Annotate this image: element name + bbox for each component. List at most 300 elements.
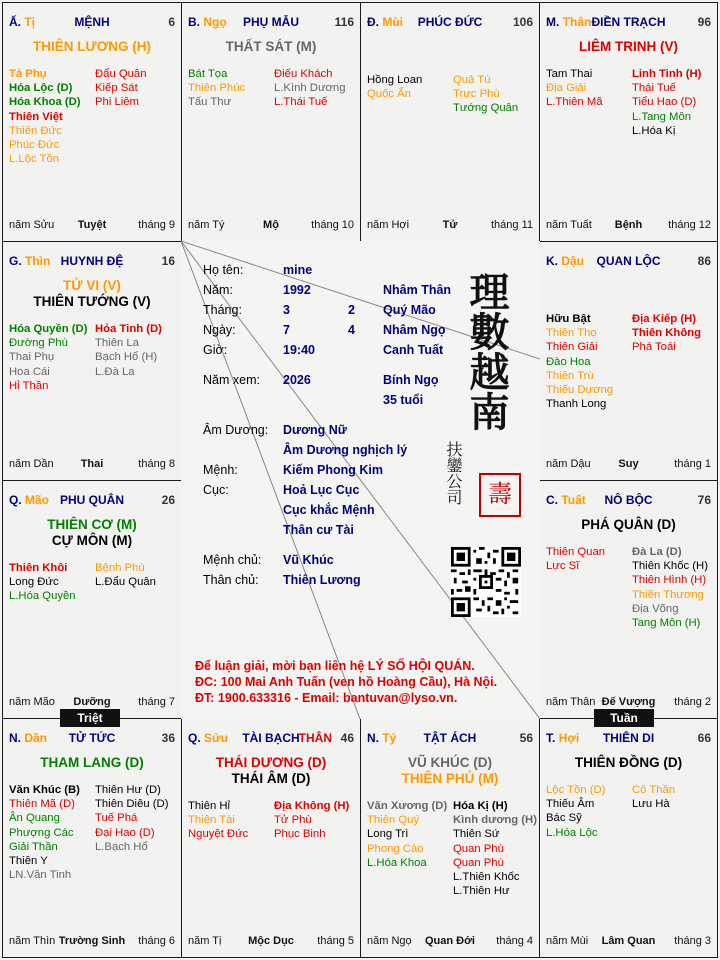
star-item: L.Thiên Mã bbox=[546, 96, 603, 109]
chi-label: Thìn bbox=[25, 254, 51, 268]
left-star-column bbox=[367, 73, 422, 101]
trang-sinh-stage: Suy bbox=[618, 458, 639, 470]
star-item: L.Tang Môn bbox=[632, 110, 692, 123]
chi-label: Tuất bbox=[561, 493, 586, 507]
palace-age: 26 bbox=[161, 493, 175, 507]
footer-year: năm Dần bbox=[9, 458, 54, 470]
star-item: L.Kình Dương bbox=[274, 82, 346, 95]
year-label: Năm: bbox=[203, 283, 233, 297]
star-item: Phá Toái bbox=[632, 341, 676, 354]
star-item: Trực Phù bbox=[453, 88, 500, 101]
main-star: PHÁ QUÂN (D) bbox=[581, 517, 676, 532]
right-star-column bbox=[95, 783, 168, 854]
can-chi bbox=[546, 731, 579, 745]
hour-label: Giờ: bbox=[203, 343, 228, 357]
can-chi bbox=[188, 731, 228, 745]
footer-year: năm Mùi bbox=[546, 935, 589, 947]
trang-sinh-stage: Lâm Quan bbox=[601, 935, 656, 947]
palace-footer bbox=[546, 935, 711, 949]
right-star-column bbox=[632, 312, 701, 355]
left-star-column bbox=[9, 67, 81, 166]
palace-header bbox=[9, 15, 175, 31]
star-item: Tang Môn (H) bbox=[632, 617, 701, 630]
star-item: Thiên Y bbox=[9, 855, 48, 868]
palace-than bbox=[539, 2, 718, 242]
star-item: Thiên Mã (D) bbox=[9, 798, 75, 811]
star-item: Thiên Diêu (D) bbox=[95, 798, 169, 811]
footer-year: năm Mão bbox=[9, 696, 55, 708]
can-label: C. bbox=[546, 493, 558, 507]
palace-header bbox=[9, 731, 175, 747]
footer-year: năm Tuất bbox=[546, 219, 592, 231]
footer-month: tháng 9 bbox=[138, 219, 175, 231]
palace-name: PHỤ MẪU bbox=[243, 15, 299, 29]
palace-header bbox=[367, 731, 533, 747]
trang-sinh-stage: Tử bbox=[442, 219, 458, 231]
main-star: THIÊN PHỦ (M) bbox=[401, 771, 499, 786]
amduong-value: Dương Nữ bbox=[283, 423, 347, 437]
left-star-column bbox=[546, 312, 613, 411]
star-item: Điếu Khách bbox=[274, 68, 333, 80]
cuc-note: Cục khắc Mệnh bbox=[283, 503, 375, 517]
main-star: THIÊN ĐỒNG (D) bbox=[574, 755, 683, 770]
left-star-column bbox=[188, 799, 248, 842]
stamp-text: 扶鑾公司 bbox=[444, 441, 463, 505]
chi-label: Tị bbox=[24, 15, 36, 29]
left-star-column bbox=[9, 322, 87, 393]
main-star: THIÊN TƯỚNG (V) bbox=[33, 294, 151, 309]
star-item: Thiếu Âm bbox=[546, 798, 595, 811]
palace-thin bbox=[2, 241, 182, 481]
star-item: Thiên Khôi bbox=[9, 562, 68, 574]
palace-footer bbox=[546, 696, 711, 710]
main-star: TỬ VI (V) bbox=[63, 278, 121, 293]
star-item: Địa Võng bbox=[632, 602, 679, 615]
main-star: VŨ KHÚC (D) bbox=[408, 755, 492, 770]
star-item: Địa Giải bbox=[546, 82, 587, 95]
star-item: L.Hóa Khoa bbox=[367, 856, 427, 869]
right-star-column bbox=[632, 67, 701, 138]
palace-header bbox=[9, 254, 175, 270]
star-item: Thanh Long bbox=[546, 398, 607, 411]
star-item: Cô Thần bbox=[632, 784, 676, 796]
left-star-column bbox=[546, 67, 603, 110]
chi-label: Dậu bbox=[561, 254, 585, 268]
star-item: Văn Xương (D) bbox=[367, 800, 448, 812]
palace-hoi bbox=[539, 718, 718, 958]
name-label: Họ tên: bbox=[203, 263, 244, 277]
footer-month: tháng 5 bbox=[317, 935, 354, 947]
star-item: Lực Sĩ bbox=[546, 560, 580, 573]
footer-year: năm Tý bbox=[188, 219, 225, 231]
star-item: Nguyệt Đức bbox=[188, 828, 249, 841]
star-item: Đường Phù bbox=[9, 337, 68, 350]
star-item: Phi Liêm bbox=[95, 96, 139, 109]
red-seal: 壽 bbox=[479, 473, 521, 517]
can-chi bbox=[188, 15, 227, 29]
star-item: Thiên La bbox=[95, 337, 139, 350]
star-item: Hoa Cái bbox=[9, 365, 50, 378]
footer-month: tháng 11 bbox=[490, 219, 533, 231]
palace-header bbox=[9, 493, 175, 509]
palace-name: QUAN LỘC bbox=[596, 254, 661, 268]
main-star: THAM LANG (D) bbox=[40, 755, 144, 770]
footer-year: năm Ngọ bbox=[367, 935, 412, 947]
can-chi bbox=[9, 254, 50, 268]
can-label: K. bbox=[546, 254, 558, 268]
star-item: Thái Tuế bbox=[632, 82, 676, 95]
star-item: Linh Tinh (H) bbox=[632, 68, 702, 80]
star-item: Thiên Quý bbox=[367, 814, 420, 827]
palace-name: TỬ TỨC bbox=[68, 731, 116, 745]
star-item: Hóa Lộc (D) bbox=[9, 82, 73, 95]
palace-header bbox=[188, 15, 354, 31]
palace-footer bbox=[9, 458, 175, 472]
trang-sinh-stage: Thai bbox=[80, 458, 104, 470]
can-chi bbox=[546, 15, 591, 29]
star-item: Kiếp Sát bbox=[95, 82, 138, 95]
star-item: Thiên Quan bbox=[546, 546, 606, 558]
star-item: Thiên Không bbox=[632, 327, 702, 340]
main-star: THÁI DƯƠNG (D) bbox=[215, 755, 327, 770]
right-star-column bbox=[453, 799, 537, 898]
trang-sinh-stage: Tuyệt bbox=[77, 219, 107, 231]
month-value: 3 bbox=[283, 303, 290, 317]
view-year-label: Năm xem: bbox=[203, 373, 260, 387]
right-star-column bbox=[453, 73, 518, 116]
contact-line-1: Để luận giải, mời bạn liên hệ LÝ SỐ HỘI QUÁN. bbox=[195, 659, 475, 673]
footer-month: tháng 12 bbox=[668, 219, 711, 231]
star-item: Thiên Hình (H) bbox=[632, 574, 707, 587]
cuc-note-2: Thân cư Tài bbox=[283, 523, 354, 537]
footer-year: năm Tị bbox=[188, 935, 222, 947]
contact-address: ĐC: 100 Mai Anh Tuấn (ven hồ Hoàng Cầu), Hà Nội. bbox=[195, 675, 498, 689]
right-star-column bbox=[95, 322, 162, 379]
star-item: Thiên Thọ bbox=[546, 327, 597, 340]
star-item: L.Thiên Khốc bbox=[453, 871, 520, 884]
palace-name: NÔ BỘC bbox=[604, 493, 653, 507]
star-item: Bạch Hổ (H) bbox=[95, 351, 158, 364]
main-star: THÁI ÂM (D) bbox=[231, 771, 311, 786]
palace-name: MỆNH bbox=[74, 15, 110, 29]
age-value: 35 tuổi bbox=[383, 393, 424, 407]
star-item: Phượng Các bbox=[9, 826, 74, 839]
star-item: Hồng Loan bbox=[367, 74, 423, 86]
star-item: Quả Tú bbox=[453, 74, 491, 86]
thanchu-label: Thân chủ: bbox=[203, 573, 259, 587]
left-star-column bbox=[546, 545, 605, 573]
star-item: L.Hóa Quyền bbox=[9, 590, 76, 603]
calligraphy-text: 理數越南 bbox=[463, 271, 510, 431]
can-chi bbox=[9, 15, 35, 29]
palace-name: PHU QUÂN bbox=[59, 493, 124, 507]
can-label: T. bbox=[546, 731, 556, 745]
right-star-column bbox=[274, 67, 346, 110]
palace-footer bbox=[367, 935, 533, 949]
star-item: Tử Phù bbox=[274, 814, 312, 827]
year-canchi: Nhâm Thân bbox=[383, 283, 452, 297]
palace-age: 46 bbox=[340, 731, 354, 745]
star-item: Hữu Bật bbox=[546, 313, 591, 325]
main-star: LIÊM TRINH (V) bbox=[579, 39, 678, 54]
footer-year: năm Hợi bbox=[367, 219, 410, 231]
trang-sinh-stage: Quan Đới bbox=[425, 935, 475, 947]
palace-header bbox=[367, 15, 533, 31]
palace-name: TẬT ÁCH bbox=[423, 731, 477, 745]
palace-mao bbox=[2, 480, 182, 719]
palace-age: 56 bbox=[519, 731, 533, 745]
can-label: Q. bbox=[9, 493, 22, 507]
star-item: Thiên Trù bbox=[546, 369, 594, 382]
trang-sinh-stage: Mộc Dục bbox=[248, 935, 294, 947]
star-item: Hóa Kị (H) bbox=[453, 800, 508, 812]
left-star-column bbox=[546, 783, 605, 840]
star-item: Hóa Quyền (D) bbox=[9, 323, 88, 335]
chi-label: Mùi bbox=[382, 15, 404, 29]
tuan-tag: Tuần bbox=[594, 709, 654, 727]
star-item: Hỏa Tinh (D) bbox=[95, 323, 162, 335]
palace-age: 96 bbox=[697, 15, 711, 29]
main-star: THẤT SÁT (M) bbox=[225, 39, 317, 54]
palace-header bbox=[188, 731, 354, 747]
palace-footer bbox=[188, 219, 354, 233]
can-label: Q. bbox=[188, 731, 201, 745]
palace-name: ĐIỀN TRẠCH bbox=[591, 15, 666, 29]
star-item: Thai Phụ bbox=[9, 351, 55, 364]
palace-age: 116 bbox=[334, 15, 354, 29]
star-item: LN.Văn Tinh bbox=[9, 869, 72, 882]
palace-footer bbox=[367, 219, 533, 233]
star-item: Quốc Ấn bbox=[367, 88, 411, 101]
palace-name: TÀI BẠCH bbox=[242, 731, 300, 745]
can-chi bbox=[9, 731, 47, 745]
star-item: Thiên Khốc (H) bbox=[632, 560, 708, 573]
can-chi bbox=[546, 493, 586, 507]
can-label: N. bbox=[9, 731, 21, 745]
can-label: Ấ. bbox=[9, 15, 21, 29]
chi-label: Mão bbox=[25, 493, 50, 507]
footer-month: tháng 1 bbox=[674, 458, 711, 470]
menhchu-label: Mệnh chủ: bbox=[203, 553, 262, 567]
main-star: THIÊN LƯƠNG (H) bbox=[33, 39, 151, 54]
palace-name: PHÚC ĐỨC bbox=[417, 15, 483, 29]
center-info-panel bbox=[181, 241, 540, 719]
palace-name: THIÊN DI bbox=[602, 731, 655, 745]
can-label: B. bbox=[188, 15, 200, 29]
star-item: L.Bạch Hổ bbox=[95, 840, 148, 853]
star-item: Thiên Đức bbox=[9, 124, 62, 137]
star-item: Long Đức bbox=[9, 576, 59, 589]
star-item: Bát Tọa bbox=[188, 68, 228, 80]
right-star-column bbox=[274, 799, 349, 842]
star-item: L.Đẩu Quân bbox=[95, 576, 156, 589]
can-label: M. bbox=[546, 15, 560, 29]
palace-age: 6 bbox=[168, 15, 175, 29]
star-item: Lưu Hà bbox=[632, 798, 670, 811]
star-item: Thiên Việt bbox=[9, 110, 63, 123]
star-item: L.Thái Tuế bbox=[274, 96, 328, 109]
footer-year: năm Thân bbox=[546, 696, 596, 708]
footer-month: tháng 2 bbox=[674, 696, 711, 708]
star-item: L.Lộc Tồn bbox=[9, 153, 60, 166]
star-item: Tam Thai bbox=[546, 68, 593, 80]
trang-sinh-stage: Trường Sinh bbox=[58, 935, 126, 947]
star-item: L.Thiên Hư bbox=[453, 885, 510, 898]
palace-age: 86 bbox=[697, 254, 711, 268]
star-item: Tiểu Hao (D) bbox=[632, 96, 697, 109]
cuc-value: Hoả Lục Cục bbox=[283, 483, 360, 497]
palace-suu bbox=[181, 718, 361, 958]
than-marker: THÂN bbox=[298, 731, 332, 745]
view-year-value: 2026 bbox=[283, 373, 311, 387]
footer-year: năm Thìn bbox=[9, 935, 56, 947]
name-value: mine bbox=[283, 263, 313, 277]
star-item: Văn Khúc (B) bbox=[9, 784, 80, 796]
menh-value: Kiếm Phong Kim bbox=[283, 463, 384, 477]
palace-mui bbox=[360, 2, 540, 242]
star-item: Đẩu Quân bbox=[95, 68, 147, 80]
star-item: Thiên Hư (D) bbox=[95, 784, 161, 796]
amduong-label: Âm Dương: bbox=[203, 423, 269, 437]
day-value: 7 bbox=[283, 323, 290, 337]
can-chi bbox=[546, 254, 584, 268]
palace-age: 36 bbox=[161, 731, 175, 745]
star-item: Kình dương (H) bbox=[453, 814, 537, 827]
footer-month: tháng 10 bbox=[311, 219, 354, 231]
left-star-column bbox=[367, 799, 447, 870]
star-item: Quan Phù bbox=[453, 842, 504, 855]
chi-label: Sửu bbox=[204, 731, 229, 745]
palace-age: 106 bbox=[512, 15, 533, 29]
star-item: L.Hóa Kị bbox=[632, 124, 676, 137]
footer-year: năm Dậu bbox=[546, 458, 591, 470]
chi-label: Thân bbox=[562, 15, 592, 29]
palace-footer bbox=[9, 935, 175, 949]
star-item: L.Đà La bbox=[95, 365, 135, 378]
month-lunar: 2 bbox=[348, 303, 355, 317]
triet-tag: Triệt bbox=[60, 709, 120, 727]
palace-age: 76 bbox=[697, 493, 711, 507]
star-item: Phúc Đức bbox=[9, 139, 60, 152]
view-year-canchi: Bính Ngọ bbox=[383, 373, 439, 387]
right-star-column bbox=[632, 783, 675, 811]
right-star-column bbox=[632, 545, 708, 630]
trang-sinh-stage: Bệnh bbox=[614, 219, 643, 231]
menh-label: Mệnh: bbox=[203, 463, 238, 477]
palace-footer bbox=[546, 458, 711, 472]
can-chi bbox=[367, 15, 403, 29]
palace-footer bbox=[188, 935, 354, 949]
star-item: L.Hóa Lộc bbox=[546, 826, 598, 839]
footer-year: năm Sửu bbox=[9, 219, 55, 231]
month-canchi: Quý Mão bbox=[383, 303, 436, 317]
main-star: CỰ MÔN (M) bbox=[51, 533, 133, 548]
left-star-column bbox=[9, 783, 80, 882]
palace-footer bbox=[546, 219, 711, 233]
right-star-column bbox=[95, 561, 156, 589]
star-item: Phục Binh bbox=[274, 828, 326, 841]
main-star: THIÊN CƠ (M) bbox=[47, 517, 137, 532]
can-chi bbox=[9, 493, 49, 507]
palace-age: 66 bbox=[697, 731, 711, 745]
trang-sinh-stage: Mộ bbox=[263, 219, 279, 231]
star-item: Thiên Tài bbox=[188, 814, 235, 827]
footer-month: tháng 8 bbox=[138, 458, 175, 470]
palace-age: 16 bbox=[161, 254, 175, 268]
star-item: Hỉ Thần bbox=[9, 379, 49, 392]
can-label: N. bbox=[367, 731, 379, 745]
palace-ngo bbox=[181, 2, 361, 242]
palace-ti bbox=[2, 2, 182, 242]
trang-sinh-stage: Đế Vượng bbox=[601, 696, 656, 708]
hour-value: 19:40 bbox=[283, 343, 315, 357]
trang-sinh-stage: Dưỡng bbox=[73, 696, 111, 708]
star-item: Thiên Sứ bbox=[453, 828, 500, 841]
cuc-label: Cục: bbox=[203, 483, 229, 497]
palace-header bbox=[546, 493, 711, 509]
star-item: Địa Không (H) bbox=[274, 800, 350, 812]
star-item: Hóa Khoa (D) bbox=[9, 96, 81, 109]
can-label: Đ. bbox=[367, 15, 379, 29]
star-item: Thiên Hỉ bbox=[188, 800, 231, 812]
star-item: Ân Quang bbox=[9, 812, 60, 825]
year-value: 1992 bbox=[283, 283, 311, 297]
star-item: Tuế Phá bbox=[95, 812, 138, 825]
qr-code bbox=[451, 547, 521, 617]
can-label: G. bbox=[9, 254, 22, 268]
star-item: Đại Hao (D) bbox=[95, 826, 155, 839]
chi-label: Ngọ bbox=[203, 15, 227, 29]
star-item: Long Trì bbox=[367, 828, 409, 841]
palace-ty bbox=[360, 718, 540, 958]
star-item: Đào Hoa bbox=[546, 355, 591, 368]
star-item: Thiên Thương bbox=[632, 588, 704, 601]
palace-header bbox=[546, 731, 711, 747]
star-item: Địa Kiếp (H) bbox=[632, 313, 697, 325]
chi-label: Dần bbox=[24, 731, 48, 745]
star-item: Tướng Quân bbox=[453, 102, 519, 115]
star-item: Tả Phụ bbox=[9, 68, 47, 80]
palace-header bbox=[546, 15, 711, 31]
chi-label: Hợi bbox=[558, 731, 580, 745]
hour-canchi: Canh Tuất bbox=[383, 343, 444, 357]
chi-label: Tý bbox=[382, 731, 397, 745]
star-item: Phong Cáo bbox=[367, 842, 424, 855]
thanchu-value: Thiên Lương bbox=[283, 573, 361, 587]
star-item: Giải Thần bbox=[9, 840, 58, 853]
palace-tuat bbox=[539, 480, 718, 719]
footer-month: tháng 3 bbox=[674, 935, 711, 947]
star-item: Bác Sỹ bbox=[546, 812, 582, 825]
contact-phone-email[interactable]: ĐT: 1900.633316 - Email: bantuvan@lyso.vn. bbox=[195, 691, 458, 705]
menhchu-value: Vũ Khúc bbox=[283, 553, 334, 567]
star-item: Thiên Giải bbox=[546, 341, 598, 354]
palace-header bbox=[546, 254, 711, 270]
star-item: Thiếu Dương bbox=[546, 384, 614, 397]
footer-month: tháng 7 bbox=[138, 696, 175, 708]
star-item: Thiên Phúc bbox=[188, 82, 246, 95]
palace-dan bbox=[2, 718, 182, 958]
amduong-note: Âm Dương nghịch lý bbox=[283, 443, 408, 457]
can-chi bbox=[367, 731, 396, 745]
footer-month: tháng 4 bbox=[496, 935, 533, 947]
palace-name: HUYNH ĐỆ bbox=[60, 254, 124, 268]
month-label: Tháng: bbox=[203, 303, 242, 317]
right-star-column bbox=[95, 67, 147, 110]
left-star-column bbox=[9, 561, 76, 604]
day-canchi: Nhâm Ngọ bbox=[383, 323, 446, 337]
star-item: Tấu Thư bbox=[188, 96, 232, 109]
